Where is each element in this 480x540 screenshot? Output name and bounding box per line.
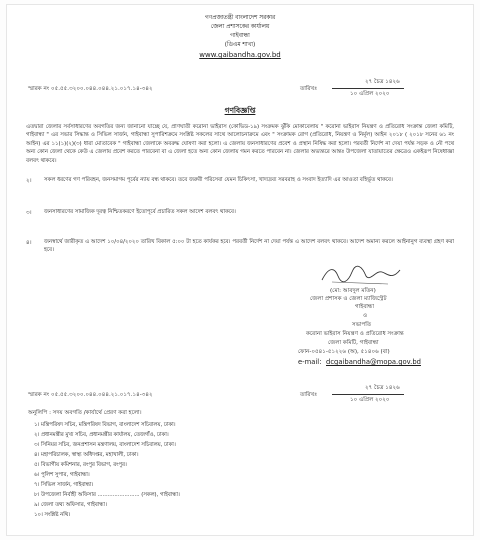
and-connector: ও: [363, 313, 368, 319]
date-label: তারিখঃ: [300, 392, 318, 398]
date-label: তারিখঃ: [300, 86, 318, 92]
notice-body: এতদ্বারা জেলার সর্বসাধারণের অবগতির জন্য জানানো যাচ্ছে যে, প্রাণঘাতী করোনা ভাইরাস (কোভিড-১৯) সংক্রমক ঝুঁকি মোকাবেলায় " করোনা ভাইরাস নিয়ন্ত্রণ ও প্রতিরোধ সংক্রান্ত জেলা কমিটি, গাইবান্ধা " এর সভার সিদ্ধান্ত ও সিভিল সার্জন, গাইবান্ধা সুপারিশক্রমে সংশ্লিষ্ট সকলের সাথে আলোচনাক্রমে এবং " সংক্রামক রোগ (প্রতিরোধ, নিয়ন্ত্রণ ও নির্মূল) আইন ২০১৮ ( ২০১৮ সনের ৬১ নং আইন) এর ১১(১)(২)(৩) ধারা মোতাবেক " গাইবান্ধা জেলাকে অবরুদ্ধ ঘোষণা করা হলো। এ জেলায় জনসাধারণের প্রবেশ ও প্রস্থান নিষিদ্ধ করা হলো। পরবর্তী নির্দেশ না দেয়া পর্যন্ত সড়ক ও নৌ পথে অন্য কোন জেলা থেকে কেউ এ জেলায় প্রবেশ করতে পারবেনা বা এ জেলা হতে অন্য কোন জেলায় গমন করতে পারবেন না। জেলার অভ্যন্তরে আন্তঃ উপজেলা যাতায়াতের ক্ষেত্রেও একইরূপ নিষেধাজ্ঞা বলবৎ থাকবে।: [26, 124, 454, 164]
website-link[interactable]: www.gaibandha.gov.bd: [199, 51, 281, 59]
phone-number: ফোন-০৫৪১-৫১২২৬ (অ), ৫১৪০৬ (বা): [298, 349, 390, 355]
email-label: e-mail:: [298, 358, 322, 366]
government-line: গণপ্রজাতন্ত্রী বাংলাদেশ সরকার: [204, 15, 276, 21]
distribution-item: ১। মন্ত্রিপরিষদ সচিব, মন্ত্রিপরিষদ বিভাগ, বাংলাদেশ সচিবালয়, ঢাকা।: [34, 422, 176, 428]
point-text: সকল ধরণের গণ পরিবহন, জনসমাগম পূর্বের ন্যায় বন্ধ থাকবে। তবে জরুরী পরিসেবা যেমন চিকিৎসা, খাদ্যদ্রব্য সরবরাহ ও সংবাদ ইত্যাদি এর আওতা বহির্ভূত থাকবে।: [44, 177, 393, 183]
distribution-item: ৪। মহাপরিচালক, স্বাস্থ্য অধিদপ্তর, মহাখালী, ঢাকা।: [34, 452, 139, 458]
distribution-item: ৫। বিভাগীয় কমিশনার, রংপুর বিভাগ, রংপুর।: [34, 462, 127, 468]
distribution-item: ১০। সংশ্লিষ্ট নথি।: [34, 512, 71, 518]
date-divider: [332, 394, 404, 395]
point-number: ৩।: [26, 210, 32, 216]
distribution-item: ৯। জেলা তথ্য অফিসার, গাইবান্ধা।: [34, 502, 107, 508]
date-english: ১০ এপ্রিল ২০২০: [350, 91, 390, 97]
distribution-item: ২। প্রধানমন্ত্রীর মুখ্য সচিব, প্রধানমন্ত্রীর কার্যালয়, তেজগাঁও, ঢাকা।: [34, 432, 169, 438]
section-line: (ডিএম শাখা): [224, 42, 256, 48]
distribution-item: ৮। উপজেলা নির্বাহী অফিসার ......................... (সকল), গাইবান্ধা।: [34, 492, 180, 498]
distribution-heading: অনুলিপি : সদয় অবগতি /কার্যার্থে প্রেরণ করা হলো।: [28, 410, 142, 416]
email-link[interactable]: dcgaibandha@mopa.gov.bd: [326, 358, 421, 366]
distribution-item: ৭। সিভিল সার্জন, গাইবান্ধা।: [34, 482, 94, 488]
committee-line: করোনা ভাইরাস নিয়ন্ত্রণ ও প্রতিরোধ সংক্রান্ত: [306, 331, 404, 337]
date-divider: [332, 88, 404, 89]
point-text: জনসাধারণের সামাজিক দূরত্ব নিশ্চিতকরণে ইতোপূর্বে প্রচারিত সকল আদেশ বলবৎ থাকবে।: [44, 209, 236, 215]
office-line: জেলা প্রশাসকের কার্যালয়: [210, 24, 270, 30]
notice-title: গণবিজ্ঞপ্তি: [224, 106, 256, 115]
distribution-item: ৬। পুলিশ সুপার, গাইবান্ধা।: [34, 472, 90, 478]
point-text: জনস্বার্থে জারীকৃত এ আদেশ ১০/০৪/২০২০ তারিখ বিকাল ৫:০০ টা হতে কার্যকর হবে। পরবর্তী নির্দেশ না দেয়া পর্যন্ত এ আদেশ বলবৎ থাকবে। আদেশ অমান্য করলে আইনানুগ ব্যবস্থা গ্রহণ করা হবে।: [44, 239, 454, 254]
point-number: ২।: [26, 178, 32, 184]
signatory-title: জেলা প্রশাসক ও জেলা ম্যাজিস্ট্রেট: [310, 296, 387, 302]
district-line: গাইবান্ধা: [230, 33, 250, 39]
signatory-district: গাইবান্ধা: [355, 304, 374, 310]
chair-title: সভাপতি: [352, 322, 372, 328]
date-bangla: ২৭ চৈত্র ১৪২৬: [365, 385, 400, 391]
memo-reference: স্মারক নং ০৫.৫৫.৩২০০.০৪৪.০৪৪.২১.০১৭.১৪-৩৪২: [28, 392, 153, 398]
memo-reference: স্মারক নং ০৫.৫৫.৩২০০.০৪৪.০৪৪.২১.০১৭.১৪-৩৪২: [28, 86, 153, 92]
distribution-item: ৩। সিনিয়র সচিব, জনপ্রশাসন মন্ত্রণালয়, বাংলাদেশ সচিবালয়, ঢাকা।: [34, 442, 176, 448]
point-number: ৪।: [26, 240, 32, 246]
committee-line-2: জেলা কমিটি, গাইবান্ধা: [328, 340, 379, 346]
date-english: ১০ এপ্রিল ২০২০: [350, 397, 390, 403]
signature-image: [318, 262, 404, 288]
signatory-name: (মো: আবদুল মতিন): [330, 288, 376, 294]
date-bangla: ২৭ চৈত্র ১৪২৬: [365, 79, 400, 85]
